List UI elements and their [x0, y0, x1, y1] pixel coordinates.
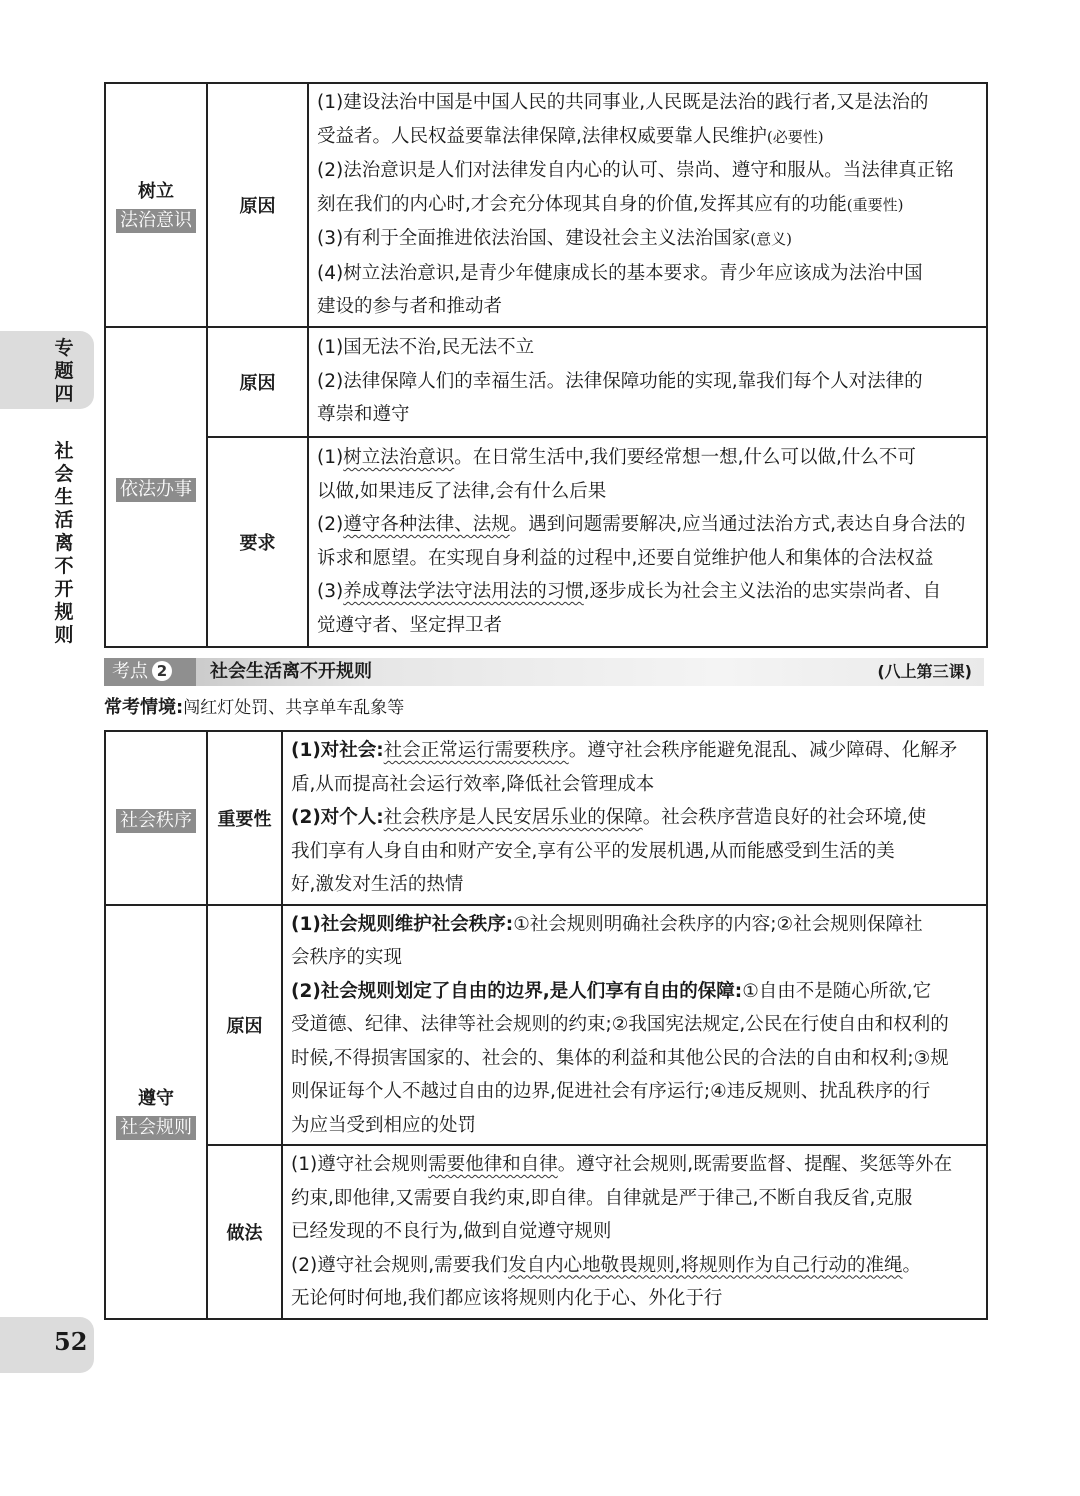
text-line: 尊崇和遵守 [317, 404, 410, 426]
note-meaning: (意义) [750, 230, 792, 248]
content-reasons-1 [308, 83, 987, 327]
text-line: 受益者。人民权益要靠法律保障,法律权威要靠人民维护(必要性) [317, 125, 824, 147]
row-label-establish [105, 83, 207, 327]
text-line: 为应当受到相应的处罚 [291, 1114, 477, 1136]
wavy-keyphrase: 发自内心地敬畏规则,将规则作为自己行动的准绳 [508, 1254, 903, 1276]
label-establish: 树立 [138, 180, 174, 202]
note-necessity: (必要性) [766, 127, 824, 146]
text-line: 约束,即他律,又需要自我约束,即自律。自律就是严于律己,不断自我反省,克服 [291, 1187, 913, 1209]
sub-reason-3: 原因 [207, 905, 282, 1146]
row-label-act-by-law [105, 327, 207, 647]
scenario-text: 闯红灯处罚、共享单车乱象等 [183, 698, 405, 718]
content-reasons-2 [308, 327, 987, 437]
text-line: (1)社会规则维护社会秩序:①社会规则明确社会秩序的内容;②社会规则保障社 [291, 913, 923, 935]
text-line: 觉遵守者、坚定捍卫者 [317, 614, 503, 636]
text-line: (1)遵守社会规则需要他律和自律。遵守社会规则,既需要监督、提醒、奖惩等外在 [291, 1154, 953, 1175]
text-line: (1)对社会:社会正常运行需要秩序。遵守社会秩序能避免混乱、减少障碍、化解矛 [291, 740, 958, 761]
text-line: (2)法治意识是人们对法律发自内心的认可、崇尚、遵守和服从。当法律真正铭 [317, 160, 954, 181]
kaodian-title: 社会生活离不开规则 [210, 661, 372, 682]
common-scenario [104, 695, 404, 721]
text-line: 时候,不得损害国家的、社会的、集体的利益和其他公民的合法的自由和权利;③规 [291, 1047, 949, 1069]
law-awareness-table [104, 82, 988, 648]
text-line: 已经发现的不良行为,做到自觉遵守规则 [291, 1221, 612, 1242]
content-importance [282, 731, 987, 905]
chapter-title-vertical: 社 会 生 活 离 不 开 规 则 [54, 440, 74, 646]
row-label-obey-rules [105, 905, 207, 1319]
social-rules-table [104, 730, 988, 1320]
note-importance: (重要性) [846, 195, 904, 214]
text-line: (2)社会规则划定了自由的边界,是人们享有自由的保障:①自由不是随心所欲,它 [291, 980, 932, 1002]
text-line: 刻在我们的内心时,才会充分体现其自身的价值,发挥其应有的功能(重要性) [317, 193, 904, 215]
tag-social-order: 社会秩序 [116, 809, 196, 833]
sub-reason-2: 原因 [207, 327, 308, 437]
text-line: (2)遵守各种法律、法规。遇到问题需要解决,应当通过法治方式,表达自身合法的 [317, 514, 966, 535]
text-line: (1)树立法治意识。在日常生活中,我们要经常想一想,什么可以做,什么不可 [317, 447, 916, 468]
row-label-social-order [105, 731, 207, 905]
page-number: 52 [54, 1327, 88, 1356]
wavy-keyphrase: 树立法治意识 [343, 447, 455, 468]
wavy-keyphrase: 社会秩序是人民安居乐业的保障 [383, 807, 643, 828]
topic-label: 专 题 四 [54, 337, 74, 405]
text-line: (1)建设法治中国是中国人民的共同事业,人民既是法治的践行者,又是法治的 [317, 92, 929, 113]
text-line: 诉求和愿望。在实现自身利益的过程中,还要自觉维护他人和集体的合法权益 [317, 547, 934, 569]
text-line: 我们享有人身自由和财产安全,享有公平的发展机遇,从而能感受到生活的美 [291, 840, 895, 862]
wavy-keyphrase: 社会正常运行需要秩序 [383, 740, 569, 761]
kaodian-label: 考点 2 [104, 658, 196, 686]
sub-requirements: 要求 [207, 437, 308, 647]
text-line: (2)法律保障人们的幸福生活。法律保障功能的实现,靠我们每个人对法律的 [317, 370, 923, 392]
kaodian-number: 2 [152, 661, 172, 681]
content-requirements [308, 437, 987, 647]
text-line: (3)有利于全面推进依法治国、建设社会主义法治国家(意义) [317, 228, 792, 249]
text-line: 受道德、纪律、法律等社会规则的约束;②我国宪法规定,公民在行使自由和权利的 [291, 1014, 949, 1035]
sub-practice: 做法 [207, 1145, 282, 1319]
page-number-tab [0, 1317, 94, 1373]
sub-reason-1: 原因 [207, 83, 308, 327]
kaodian-header [104, 658, 984, 686]
wavy-keyphrase: 需要他律和自律 [428, 1154, 558, 1175]
text-line: 好,激发对生活的热情 [291, 874, 464, 895]
content-practice [282, 1145, 987, 1319]
tag-social-rules: 社会规则 [116, 1116, 196, 1140]
text-line: (2)对个人:社会秩序是人民安居乐业的保障。社会秩序营造良好的社会环境,使 [291, 807, 927, 828]
text-line: 则保证每个人不越过自由的边界,促进社会有序运行;④违反规则、扰乱秩序的行 [291, 1081, 931, 1102]
wavy-keyphrase: 遵守各种法律、法规 [343, 514, 510, 535]
text-line: (2)遵守社会规则,需要我们发自内心地敬畏规则,将规则作为自己行动的准绳。 [291, 1254, 921, 1276]
wavy-keyphrase: 养成尊法学法守法用法的习惯 [343, 581, 584, 602]
topic-tab [0, 331, 94, 409]
text-line: 会秩序的实现 [291, 947, 403, 968]
text-line: 以做,如果违反了法律,会有什么后果 [317, 480, 607, 502]
tag-law-awareness: 法治意识 [116, 209, 196, 233]
text-line: 盾,从而提高社会运行效率,降低社会管理成本 [291, 773, 655, 795]
text-line: 建设的参与者和推动者 [317, 296, 503, 317]
text-line: (3)养成尊法学法守法用法的习惯,逐步成长为社会主义法治的忠实崇尚者、自 [317, 581, 942, 602]
content-reasons-3 [282, 905, 987, 1146]
scenario-label: 常考情境: [104, 697, 184, 718]
text-line: (4)树立法治意识,是青少年健康成长的基本要求。青少年应该成为法治中国 [317, 262, 923, 284]
kaodian-source: (八上第三课) [877, 662, 972, 681]
sub-importance: 重要性 [207, 731, 282, 905]
tag-act-by-law: 依法办事 [116, 478, 196, 502]
text-line: (1)国无法不治,民无法不立 [317, 337, 535, 359]
text-line: 无论何时何地,我们都应该将规则内化于心、外化于行 [291, 1288, 723, 1309]
label-obey: 遵守 [138, 1087, 174, 1109]
